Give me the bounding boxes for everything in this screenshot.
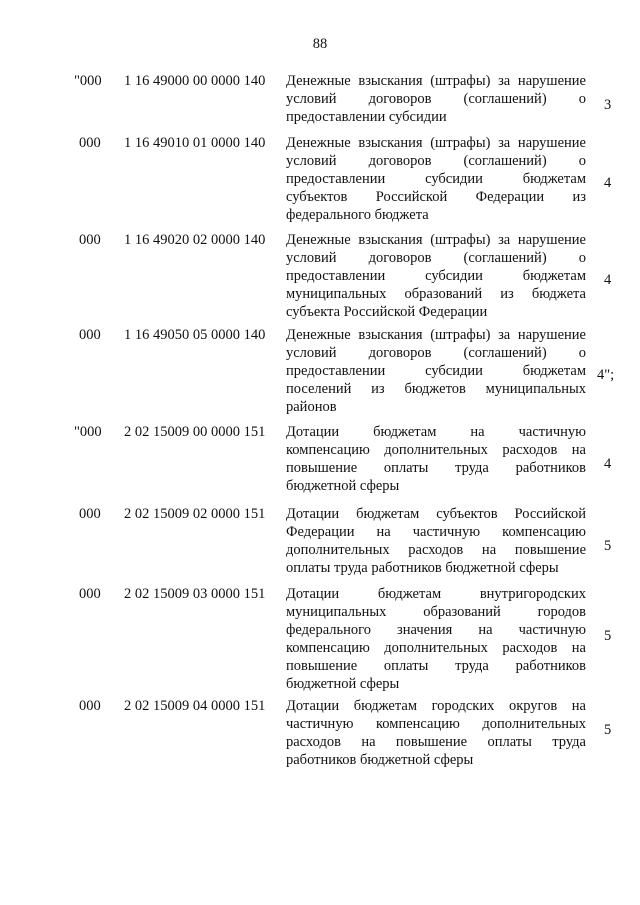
description-line: предоставлении субсидии бюджетам	[286, 363, 586, 379]
budget-classification-code: 1 16 49010 01 0000 140	[124, 135, 266, 151]
budget-classification-code: 2 02 15009 00 0000 151	[124, 424, 266, 440]
table-row	[0, 423, 640, 495]
description-line: Денежные взыскания (штрафы) за нарушение	[286, 327, 586, 343]
description-line: бюджетной сферы	[286, 676, 400, 692]
description-line: федерального бюджета	[286, 207, 429, 223]
description-line: районов	[286, 399, 337, 415]
description-line: предоставлении субсидии	[286, 109, 447, 125]
budget-classification-code: 2 02 15009 02 0000 151	[124, 506, 266, 522]
income-description	[286, 134, 586, 224]
row-value: 4	[604, 175, 612, 191]
description-line: Дотации бюджетам городских округов на	[286, 698, 586, 714]
row-value: 3	[604, 97, 612, 113]
admin-code: 000	[79, 698, 101, 714]
description-line: субъекта Российской Федерации	[286, 304, 488, 320]
description-line: Дотации бюджетам субъектов Российской	[286, 506, 586, 522]
description-line: частичную компенсацию дополнительных	[286, 716, 586, 732]
description-line: поселений из бюджетов муниципальных	[286, 381, 586, 397]
description-line: муниципальных образований городов	[286, 604, 586, 620]
budget-classification-code: 1 16 49000 00 0000 140	[124, 73, 266, 89]
page-number: 88	[312, 36, 328, 52]
budget-classification-code: 1 16 49050 05 0000 140	[124, 327, 266, 343]
table-row	[0, 72, 640, 126]
description-line: оплаты труда работников бюджетной сферы	[286, 560, 559, 576]
income-description	[286, 423, 586, 495]
description-line: расходов на повышение оплаты труда	[286, 734, 586, 750]
description-line: дополнительных расходов на повышение	[286, 542, 586, 558]
table-row	[0, 231, 640, 321]
description-line: предоставлении субсидии бюджетам	[286, 171, 586, 187]
description-line: Денежные взыскания (штрафы) за нарушение	[286, 232, 586, 248]
description-line: работников бюджетной сферы	[286, 752, 474, 768]
admin-code: 000	[79, 586, 101, 602]
table-row	[0, 134, 640, 224]
description-line: условий договоров (соглашений) о	[286, 153, 586, 169]
description-line: федерального значения на частичную	[286, 622, 586, 638]
budget-classification-code: 2 02 15009 04 0000 151	[124, 698, 266, 714]
table-row	[0, 326, 640, 416]
description-line: муниципальных образований из бюджета	[286, 286, 586, 302]
income-description	[286, 72, 586, 126]
admin-code: 000	[79, 327, 101, 343]
admin-code: "000	[74, 73, 102, 89]
description-line: компенсацию дополнительных расходов на	[286, 640, 586, 656]
description-line: предоставлении субсидии бюджетам	[286, 268, 586, 284]
description-line: условий договоров (соглашений) о	[286, 345, 586, 361]
description-line: Денежные взыскания (штрафы) за нарушение	[286, 73, 586, 89]
description-line: бюджетной сферы	[286, 478, 400, 494]
budget-classification-code: 1 16 49020 02 0000 140	[124, 232, 266, 248]
description-line: Дотации бюджетам на частичную	[286, 424, 586, 440]
admin-code: 000	[79, 506, 101, 522]
description-line: Дотации бюджетам внутригородских	[286, 586, 586, 602]
row-value: 4	[604, 456, 612, 472]
income-description	[286, 697, 586, 769]
row-value: 4";	[597, 367, 615, 383]
description-line: повышение оплаты труда работников	[286, 460, 586, 476]
income-description	[286, 326, 586, 416]
row-value: 4	[604, 272, 612, 288]
description-line: условий договоров (соглашений) о	[286, 91, 586, 107]
description-line: условий договоров (соглашений) о	[286, 250, 586, 266]
budget-classification-code: 2 02 15009 03 0000 151	[124, 586, 266, 602]
income-description	[286, 231, 586, 321]
description-line: субъектов Российской Федерации из	[286, 189, 586, 205]
income-description	[286, 585, 586, 693]
table-row	[0, 585, 640, 693]
description-line: Федерации на частичную компенсацию	[286, 524, 586, 540]
admin-code: "000	[74, 424, 102, 440]
description-line: повышение оплаты труда работников	[286, 658, 586, 674]
description-line: Денежные взыскания (штрафы) за нарушение	[286, 135, 586, 151]
row-value: 5	[604, 628, 612, 644]
row-value: 5	[604, 722, 612, 738]
description-line: компенсацию дополнительных расходов на	[286, 442, 586, 458]
income-description	[286, 505, 586, 577]
admin-code: 000	[79, 135, 101, 151]
table-row	[0, 505, 640, 577]
admin-code: 000	[79, 232, 101, 248]
row-value: 5	[604, 538, 612, 554]
table-row	[0, 697, 640, 769]
